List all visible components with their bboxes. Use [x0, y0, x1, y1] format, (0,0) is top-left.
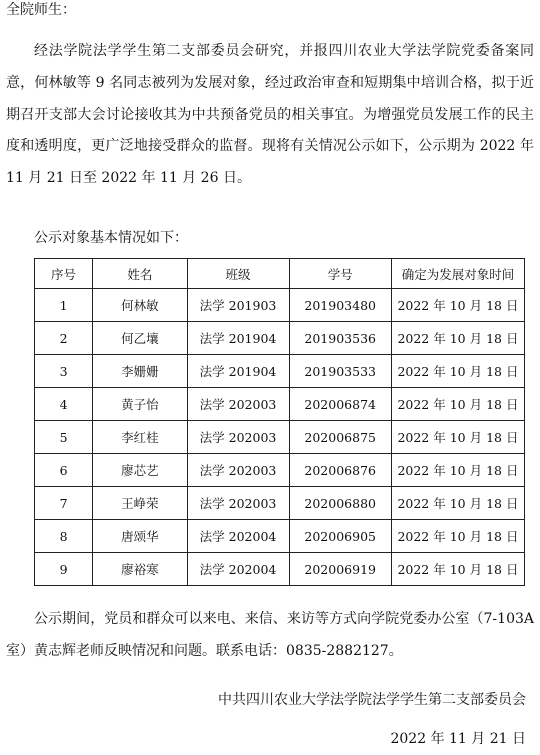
table-row	[35, 388, 525, 421]
cell-name: 李红桂	[93, 421, 187, 454]
header-name: 姓名	[93, 259, 187, 289]
cell-number: 3	[35, 355, 93, 388]
table-row	[35, 355, 525, 388]
cell-number: 9	[35, 553, 93, 586]
cell-date: 2022 年 10 月 18 日	[391, 553, 524, 586]
table-intro: 公示对象基本情况如下：	[34, 230, 188, 246]
cell-date: 2022 年 10 月 18 日	[391, 322, 524, 355]
cell-class: 法学 202003	[187, 388, 289, 421]
header-date: 确定为发展对象时间	[391, 259, 524, 289]
cell-date: 2022 年 10 月 18 日	[391, 289, 524, 322]
table-row	[35, 454, 525, 487]
contact-paragraph: 公示期间，党员和群众可以来电、来信、来访等方式向学院党委办公室（7-103A 室）黄志辉老师反映情况和问题。联系电话：0835-2882127。	[6, 611, 534, 659]
cell-date: 2022 年 10 月 18 日	[391, 454, 524, 487]
cell-class: 法学 201904	[187, 322, 289, 355]
greeting: 全院师生：	[6, 2, 76, 18]
cell-student-id: 202006876	[289, 454, 391, 487]
cell-class: 法学 202003	[187, 487, 289, 520]
cell-date: 2022 年 10 月 18 日	[391, 487, 524, 520]
announcement-body: 经法学院法学学生第二支部委员会研究，并报四川农业大学法学院党委备案同意，何林敏等 9 名同志被列为发展对象，经过政治审查和短期集中培训合格，拟于近期召开支部大会讨论接收其为中共预备党员的相关事宜。为增强党员发展工作的民主度和透明度，更广泛地接受群众的监督。现将有关情况公示如下，公示期为 2022 年 11 月 21 日至 2022 年 11 月 26 日。	[6, 43, 534, 187]
candidate-table	[34, 258, 525, 586]
signature-date: 2022 年 11 月 21 日	[390, 731, 526, 747]
cell-student-id: 202006905	[289, 520, 391, 553]
cell-number: 1	[35, 289, 93, 322]
cell-class: 法学 202004	[187, 553, 289, 586]
cell-class: 法学 202003	[187, 421, 289, 454]
cell-name: 唐颂华	[93, 520, 187, 553]
cell-class: 法学 202004	[187, 520, 289, 553]
cell-student-id: 201903480	[289, 289, 391, 322]
table-row	[35, 553, 525, 586]
signature-organization: 中共四川农业大学法学院法学学生第二支部委员会	[218, 692, 526, 708]
header-student-id: 学号	[289, 259, 391, 289]
cell-name: 何乙壤	[93, 322, 187, 355]
cell-date: 2022 年 10 月 18 日	[391, 388, 524, 421]
cell-student-id: 202006875	[289, 421, 391, 454]
cell-number: 6	[35, 454, 93, 487]
cell-student-id: 201903536	[289, 322, 391, 355]
cell-class: 法学 202003	[187, 454, 289, 487]
header-number: 序号	[35, 259, 93, 289]
cell-student-id: 202006880	[289, 487, 391, 520]
table-header-row	[35, 259, 525, 289]
cell-date: 2022 年 10 月 18 日	[391, 520, 524, 553]
cell-name: 廖芯艺	[93, 454, 187, 487]
header-class: 班级	[187, 259, 289, 289]
table-row	[35, 520, 525, 553]
cell-number: 7	[35, 487, 93, 520]
cell-student-id: 201903533	[289, 355, 391, 388]
cell-name: 何林敏	[93, 289, 187, 322]
cell-class: 法学 201904	[187, 355, 289, 388]
cell-number: 2	[35, 322, 93, 355]
table-row	[35, 487, 525, 520]
cell-number: 8	[35, 520, 93, 553]
cell-date: 2022 年 10 月 18 日	[391, 355, 524, 388]
cell-student-id: 202006874	[289, 388, 391, 421]
cell-date: 2022 年 10 月 18 日	[391, 421, 524, 454]
table-row	[35, 289, 525, 322]
cell-name: 李姗姗	[93, 355, 187, 388]
cell-number: 5	[35, 421, 93, 454]
cell-number: 4	[35, 388, 93, 421]
cell-name: 廖裕寒	[93, 553, 187, 586]
cell-name: 王峥荣	[93, 487, 187, 520]
table-row	[35, 322, 525, 355]
cell-student-id: 202006919	[289, 553, 391, 586]
table-body	[35, 289, 525, 586]
table-row	[35, 421, 525, 454]
cell-class: 法学 201903	[187, 289, 289, 322]
cell-name: 黄子怡	[93, 388, 187, 421]
